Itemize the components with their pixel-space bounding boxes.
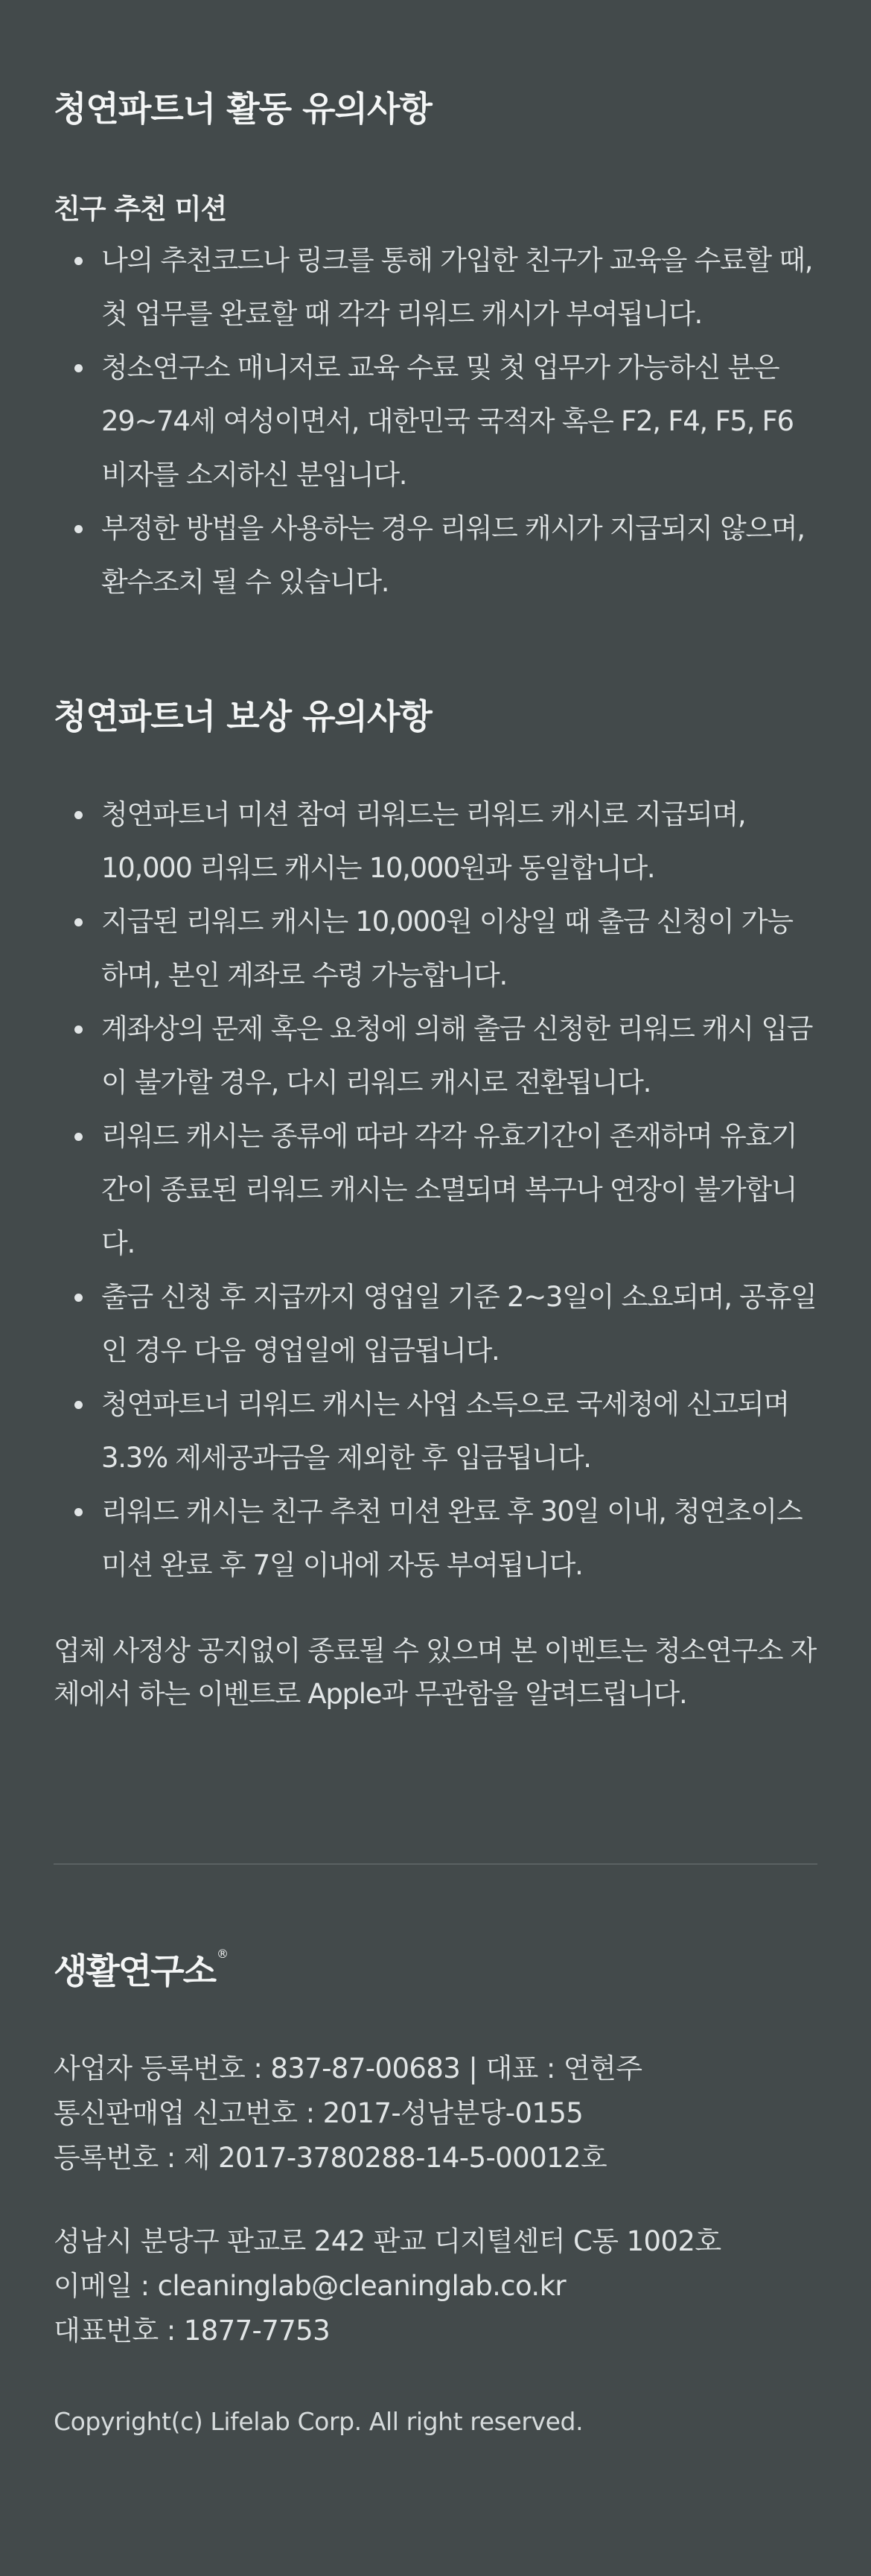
partner-activity-list [54,234,817,609]
list-item: 나의 추천코드나 링크를 통해 가입한 친구가 교육을 수료할 때, 첫 업무를 완료할 때 각각 리워드 캐시가 부여됩니다. [101,234,817,341]
list-item: 청연파트너 리워드 캐시는 사업 소득으로 국세청에 신고되며 3.3% 제세공과금을 제외한 후 입금됩니다. [101,1378,817,1485]
list-item: 리워드 캐시는 친구 추천 미션 완료 후 30일 이내, 청연초이스 미션 완료 후 7일 이내에 자동 부여됩니다. [101,1485,817,1592]
logo-text: 생활연구소 [54,1951,216,1992]
registered-mark-icon: ® [217,1947,228,1961]
partner-reward-list [54,788,817,1592]
footer-divider [54,1863,817,1865]
registration-number: 등록번호 : 제 2017-3780288-14-5-00012호 [54,2142,607,2174]
copyright-text: Copyright(c) Lifelab Corp. All right reserved. [54,2407,584,2436]
list-item: 청연파트너 미션 참여 리워드는 리워드 캐시로 지급되며, 10,000 리워드 캐시는 10,000원과 동일합니다. [101,788,817,895]
business-registration: 사업자 등록번호 : 837-87-00683 | 대표 : 연현주 [54,2052,642,2084]
company-logo [54,1944,227,1994]
list-item: 청소연구소 매니저로 교육 수료 및 첫 업무가 가능하신 분은 29~74세 여성이면서, 대한민국 국적자 혹은 F2, F4, F5, F6 비자를 소지하신 분입니다. [101,341,817,502]
company-phone: 대표번호 : 1877-7753 [54,2315,331,2347]
company-email: 이메일 : cleaninglab@cleaninglab.co.kr [54,2270,567,2302]
contact-info [54,2219,817,2353]
business-info [54,2047,817,2181]
list-item: 지급된 리워드 캐시는 10,000원 이상일 때 출금 신청이 가능하며, 본인 계좌로 수령 가능합니다. [101,895,817,1002]
partner-activity-title: 청연파트너 활동 유의사항 [54,89,432,129]
company-address: 성남시 분당구 판교로 242 판교 디지털센터 C동 1002호 [54,2225,721,2257]
list-item: 부정한 방법을 사용하는 경우 리워드 캐시가 지급되지 않으며, 환수조치 될 수 있습니다. [101,502,817,609]
list-item: 계좌상의 문제 혹은 요청에 의해 출금 신청한 리워드 캐시 입금이 불가할 경우, 다시 리워드 캐시로 전환됩니다. [101,1002,817,1110]
mail-order-registration: 통신판매업 신고번호 : 2017-성남분당-0155 [54,2097,584,2129]
list-item: 출금 신청 후 지급까지 영업일 기준 2~3일이 소요되며, 공휴일인 경우 다음 영업일에 입금됩니다. [101,1270,817,1378]
partner-reward-title: 청연파트너 보상 유의사항 [54,696,432,737]
event-disclaimer: 업체 사정상 공지없이 종료될 수 있으며 본 이벤트는 청소연구소 자체에서 하는 이벤트로 Apple과 무관함을 알려드립니다. [54,1635,817,1710]
referral-mission-subtitle: 친구 추천 미션 [54,193,227,225]
list-item: 리워드 캐시는 종류에 따라 각각 유효기간이 존재하며 유효기간이 종료된 리워드 캐시는 소멸되며 복구나 연장이 불가합니다. [101,1110,817,1270]
